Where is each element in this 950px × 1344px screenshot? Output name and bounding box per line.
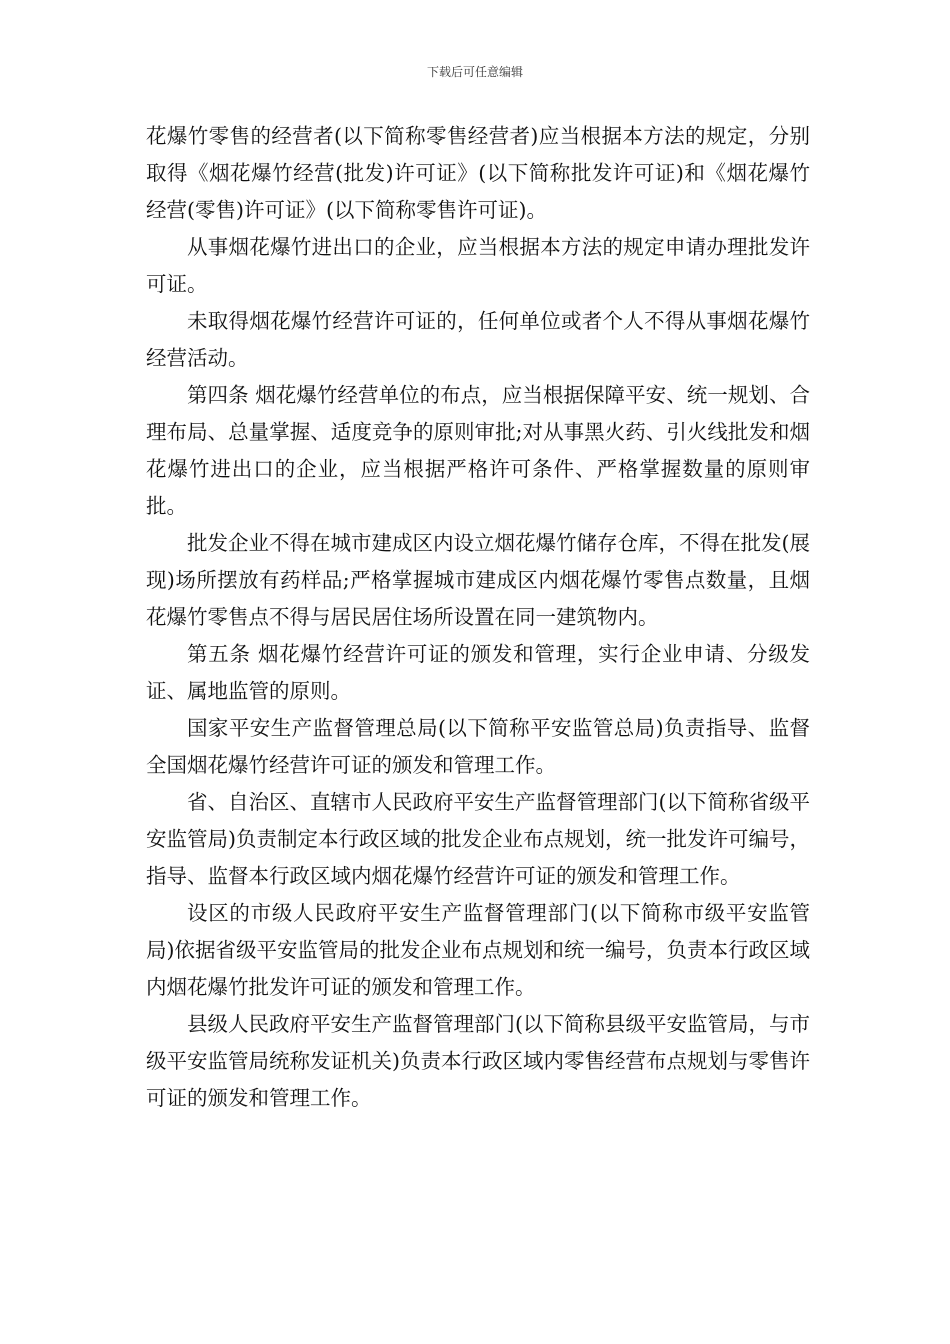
paragraph: 第四条 烟花爆竹经营单位的布点，应当根据保障平安、统一规划、合理布局、总量掌握、适度竞争的原则审批;对从事黑火药、引火线批发和烟花爆竹进出口的企业，应当根据严格许可条件、严格掌握数量的原则审批。 — [146, 383, 810, 518]
document-body — [146, 118, 810, 1117]
paragraph: 第五条 烟花爆竹经营许可证的颁发和管理，实行企业申请、分级发证、属地监管的原则。 — [146, 642, 810, 703]
paragraph: 批发企业不得在城市建成区内设立烟花爆竹储存仓库，不得在批发(展现)场所摆放有药样品;严格掌握城市建成区内烟花爆竹零售点数量，且烟花爆竹零售点不得与居民居住场所设置在同一建筑物内。 — [146, 531, 810, 629]
paragraph: 省、自治区、直辖市人民政府平安生产监督管理部门(以下简称省级平安监管局)负责制定本行政区域的批发企业布点规划，统一批发许可编号，指导、监督本行政区域内烟花爆竹经营许可证的颁发和管理工作。 — [146, 790, 810, 888]
paragraph: 未取得烟花爆竹经营许可证的，任何单位或者个人不得从事烟花爆竹经营活动。 — [146, 309, 810, 370]
paragraph: 县级人民政府平安生产监督管理部门(以下简称县级平安监管局，与市级平安监管局统称发证机关)负责本行政区域内零售经营布点规划与零售许可证的颁发和管理工作。 — [146, 1012, 810, 1110]
paragraph: 设区的市级人民政府平安生产监督管理部门(以下简称市级平安监管局)依据省级平安监管局的批发企业布点规划和统一编号，负责本行政区域内烟花爆竹批发许可证的颁发和管理工作。 — [146, 901, 810, 999]
paragraph: 从事烟花爆竹进出口的企业，应当根据本方法的规定申请办理批发许可证。 — [146, 235, 810, 296]
page-header: 下载后可任意编辑 — [426, 65, 523, 79]
paragraph: 花爆竹零售的经营者(以下简称零售经营者)应当根据本方法的规定，分别取得《烟花爆竹经营(批发)许可证》(以下简称批发许可证)和《烟花爆竹经营(零售)许可证》(以下简称零售许可证)。 — [146, 124, 810, 222]
paragraph: 国家平安生产监督管理总局(以下简称平安监管总局)负责指导、监督全国烟花爆竹经营许可证的颁发和管理工作。 — [146, 716, 810, 777]
